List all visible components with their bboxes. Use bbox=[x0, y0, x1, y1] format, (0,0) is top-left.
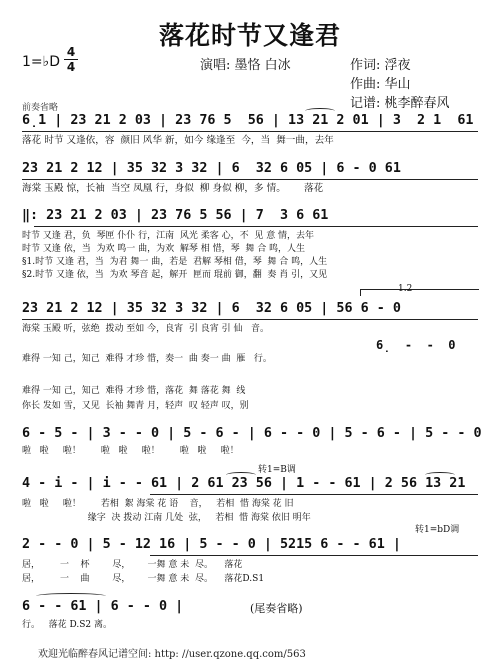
notation-line-7: 2 - - 0 | 5 - 12 16 | 5 - - 0 | 5215 6 - - 61 | bbox=[22, 537, 401, 552]
lyrics-line-3c: §1.时节 又逢 君，当 为君 舞一 曲，若是 君解 琴相 借，琴 舞 合 鸣，人生 bbox=[22, 257, 328, 267]
underline-beam bbox=[22, 131, 478, 132]
lyrics-line-2: 海棠 玉殿 惊，长袖 当空 凤凰 行，身似 柳 身似 柳，多 情。 落花 bbox=[22, 183, 324, 194]
notation-line-3: ‖: 23 21 2 03 | 23 76 5 56 | 7 3 6 61 bbox=[22, 208, 329, 223]
lyrics-line-3a: 时节 又逢 君，负 琴匣 仆仆 行，江南 风光 柔客 心，不 见 意 情，去年 bbox=[22, 231, 315, 241]
underline-beam bbox=[150, 555, 478, 556]
volta-bracket bbox=[360, 289, 479, 296]
underline-beam bbox=[22, 319, 478, 320]
meter-bottom: 4 bbox=[66, 60, 76, 74]
lyrics-line-3d: §2.时节 又逢 依，当 为欢 琴音 起，解开 匣而 琨前 御，翻 奏 肖 引，又见 bbox=[22, 270, 328, 280]
transcriber-credit: 记谱: 桃李醉春风 bbox=[350, 96, 450, 111]
notation-line-6: 4 - i - | i - - 61 | 2 61 23 56 | 1 - - 61 | 2 56 13 21 bbox=[22, 476, 466, 491]
singer-credit: 演唱: 墨恪 白冰 bbox=[200, 58, 291, 73]
footer-text: 欢迎光临醉春风记谱空间: http: //user.qzone.qq.com/563 bbox=[38, 649, 306, 660]
composer-credit: 作曲: 华山 bbox=[350, 77, 411, 92]
meter-top: 4 bbox=[66, 45, 76, 59]
time-signature bbox=[62, 46, 80, 73]
lyrics-line-5: 啦 啦 啦！ 啦 啦 啦！ 啦 啦 啦！ bbox=[22, 446, 239, 456]
lyrics-line-7b: 居， 一 曲 尽， 一舞 意 未 尽。 落花D.S1 bbox=[22, 574, 265, 584]
underline-beam bbox=[34, 226, 478, 227]
underline-beam bbox=[22, 179, 478, 180]
lyrics-line-6b: 缘字 决 拨动 江南 几处 弦， 若相 惜 海棠 依旧 明年 bbox=[22, 513, 311, 523]
modulation-mark-2: 转1=bD调 bbox=[415, 525, 460, 535]
notation-line-2: 23 21 2 12 | 35 32 3 32 | 6 32 6 05 | 6 - 0 61 bbox=[22, 161, 401, 176]
notation-line-4: 23 21 2 12 | 35 32 3 32 | 6 32 6 05 | 56 6 - 0 bbox=[22, 301, 401, 316]
lyrics-line-4d: 你长 发如 雪，又见 长袖 舞青 月，轻声 叹 轻声 叹，别 bbox=[22, 401, 249, 411]
intro-note: 前奏省略 bbox=[22, 103, 59, 113]
lyrics-line-7a: 居， 一 杯 尽， 一舞 意 未 尽。 落花 bbox=[22, 560, 243, 570]
notation-line-5: 6 - 5 - | 3 - - 0 | 5 - 6 - | 6 - - 0 | 5 - 6 - | 5 - - 0 bbox=[22, 426, 482, 441]
modulation-mark: 转1=B调 bbox=[258, 465, 296, 475]
lyrics-line-4c: 难得 一知 己，知己 难得 才珍 惜，落花 舞 落花 舞 线 bbox=[22, 386, 246, 396]
lyrics-line-4b: 难得 一知 己，知己 难得 才珍 惜，奏一 曲 奏一 曲 雁 行。 bbox=[22, 354, 272, 364]
lyrics-line-3b: 时节 又逢 依，当 为欢 鸣一 曲，为欢 解琴 相 惜，琴 舞 合 鸣，人生 bbox=[22, 244, 306, 254]
notation-line-4-alt: 6̣ - - 0 bbox=[376, 338, 456, 352]
lyrics-line-4a: 海棠 玉殿 听，弦绝 拨动 至如 今，良宵 引 良宵 引 仙 音。 bbox=[22, 324, 270, 334]
notation-line-8: 6 - - 61 | 6 - - 0 | bbox=[22, 599, 184, 614]
lyrics-line-6a: 啦 啦 啦！ 若相 絮 海棠 花 语 音， 若相 惜 海棠 花 旧 bbox=[22, 499, 294, 509]
lyrics-line-8: 行。 落花 D.S2 离。 bbox=[22, 620, 112, 630]
lyrics-line-1: 落花 时节 又逢依，容 颜旧 风华 新，如今 缘逢至 今，当 舞一曲，去年 bbox=[22, 135, 334, 146]
key-signature: 1=♭D bbox=[22, 54, 61, 70]
notation-line-1: 6̣1 | 23 21 2 03 | 23 76 5 56 | 13 21 2 01 | 3 2 1 61 bbox=[22, 113, 474, 128]
lyricist-credit: 作词: 浮夜 bbox=[350, 58, 411, 73]
volta-label: 1.2 bbox=[398, 284, 413, 294]
underline-beam bbox=[150, 494, 478, 495]
outro-note: (尾奏省略) bbox=[250, 602, 303, 615]
song-title: 落花时节又逢君 bbox=[158, 21, 341, 50]
